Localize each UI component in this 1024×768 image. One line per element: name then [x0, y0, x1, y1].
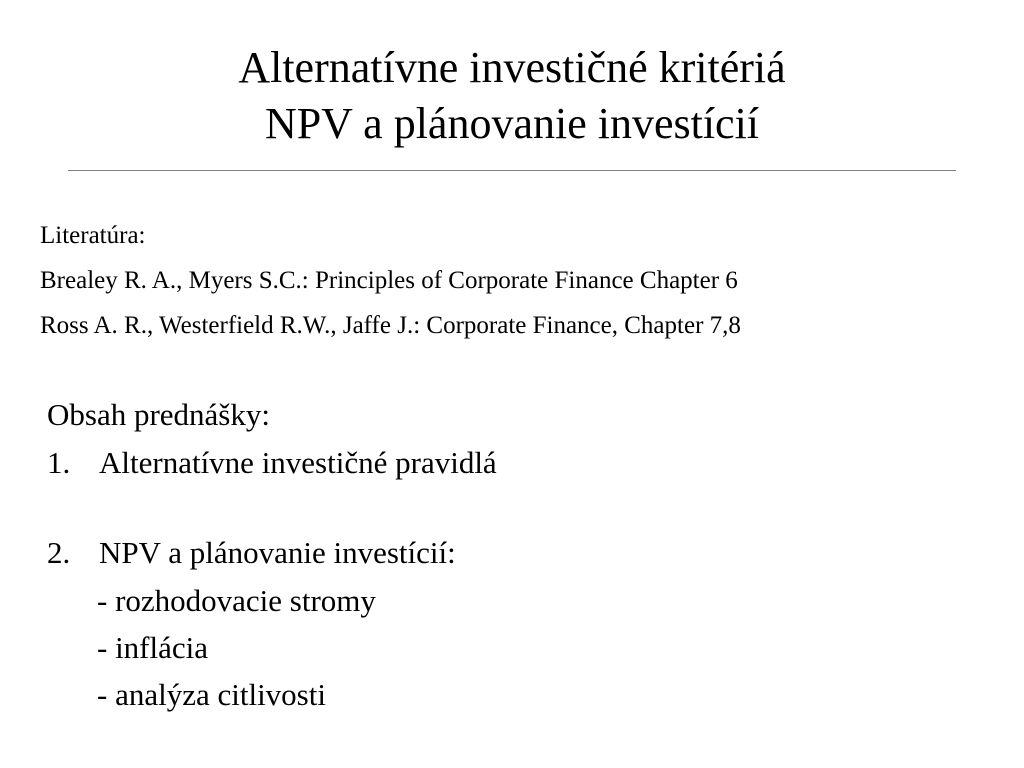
- contents-item-number: 2.: [47, 535, 71, 570]
- title-divider: [68, 170, 956, 171]
- contents-subitem: - inflácia: [97, 630, 209, 665]
- literature-section: [40, 213, 741, 348]
- lecture-contents: [47, 391, 497, 718]
- literature-item: Ross A. R., Westerfield R.W., Jaffe J.: Corporate Finance, Chapter 7,8: [40, 312, 741, 339]
- contents-item: [47, 529, 456, 577]
- contents-item-label: Alternatívne investičné pravidlá: [99, 445, 497, 480]
- slide-title-line-1: Alternatívne investičné kritériá: [238, 43, 786, 92]
- literature-heading: Literatúra:: [40, 222, 146, 249]
- slide-title: [0, 40, 1024, 152]
- slide-title-line-2: NPV a plánovanie investícií: [264, 99, 760, 148]
- contents-heading: Obsah prednášky:: [47, 397, 270, 432]
- contents-spacer: [47, 487, 376, 529]
- literature-item: Brealey R. A., Myers S.C.: Principles of Corporate Finance Chapter 6: [40, 267, 738, 294]
- contents-item: [47, 439, 497, 487]
- contents-item-label: NPV a plánovanie investícií:: [99, 535, 456, 570]
- contents-subitem: - rozhodovacie stromy: [97, 583, 376, 618]
- contents-item-number: 1.: [47, 445, 71, 480]
- contents-subitem: - analýza citlivosti: [97, 677, 326, 712]
